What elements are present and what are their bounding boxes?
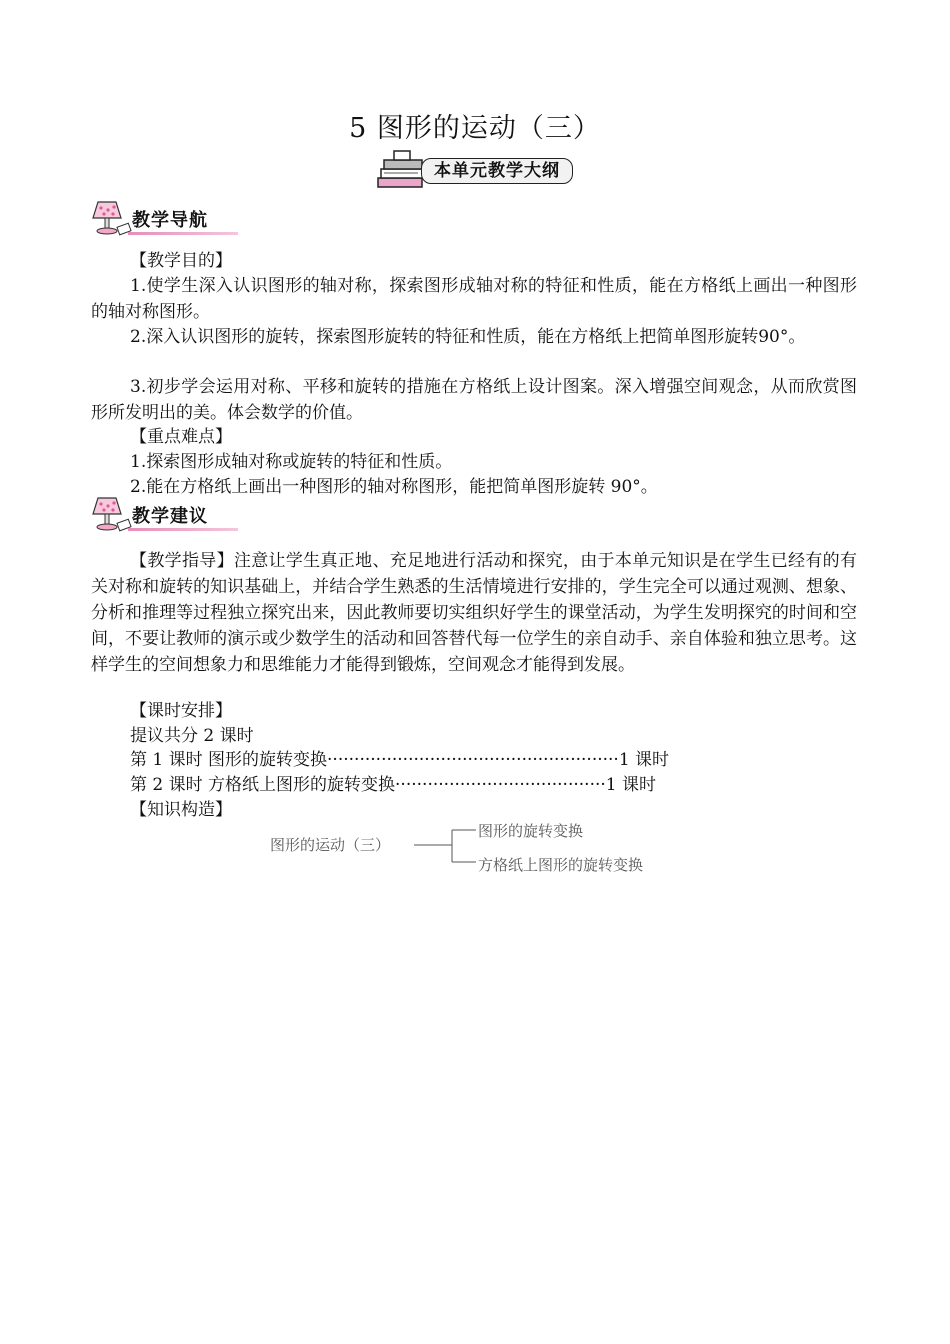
section-teaching-suggestions xyxy=(88,494,238,536)
structure-root: 图形的运动（三） xyxy=(270,836,391,854)
objective-heading: 【教学目的】 xyxy=(130,251,232,271)
lesson-item-2: 第 2 课时 方格纸上图形的旋转变换·······································1 课时 xyxy=(130,775,656,795)
unit-outline-banner xyxy=(374,148,576,192)
section-teaching-navigation xyxy=(88,198,238,240)
key-points-heading: 【重点难点】 xyxy=(130,427,232,447)
objective-item-1: 1.使学生深入认识图形的轴对称，探索图形成轴对称的特征和性质，能在方格纸上画出一种图形的轴对称图形。 xyxy=(91,276,857,322)
objective-item-3: 3.初步学会运用对称、平移和旋转的措施在方格纸上设计图案。深入增强空间观念，从而欣赏图形所发明出的美。体会数学的价值。 xyxy=(91,377,857,423)
lamp-icon xyxy=(88,198,132,240)
schedule-intro: 提议共分 2 课时 xyxy=(130,726,254,746)
section-underline xyxy=(128,528,238,531)
key-point-item-1: 1.探索图形成轴对称或旋转的特征和性质。 xyxy=(130,452,453,472)
schedule-heading: 【课时安排】 xyxy=(130,701,232,721)
teaching-guide-paragraph: 【教学指导】注意让学生真正地、充足地进行活动和探究，由于本单元知识是在学生已经有的有关对称和旋转的知识基础上，并结合学生熟悉的生活情境进行安排的，学生完全可以通过观测、想象、分析和推理等过程独立探究出来，因此教师要切实组织好学生的课堂活动，为学生发明探究的时间和空间，不要让教师的演示或少数学生的活动和回答替代每一位学生的亲自动手、亲自体验和独立思考。这样学生的空间想象力和思维能力才能得到锻炼，空间观念才能得到发展。 xyxy=(91,551,857,675)
structure-child-2: 方格纸上图形的旋转变换 xyxy=(478,856,644,874)
lesson-item-1: 第 1 课时 图形的旋转变换······················································1 课时 xyxy=(130,750,670,770)
page-title: 5 图形的运动（三） xyxy=(349,113,601,144)
section-label: 教学建议 xyxy=(132,506,208,527)
structure-bracket xyxy=(410,822,480,872)
structure-heading: 【知识构造】 xyxy=(130,800,232,820)
structure-child-1: 图形的旋转变换 xyxy=(478,822,584,840)
key-point-item-2: 2.能在方格纸上画出一种图形的轴对称图形，能把简单图形旋转 90°。 xyxy=(130,477,658,497)
lamp-icon xyxy=(88,494,132,536)
banner-label: 本单元教学大纲 xyxy=(421,158,573,184)
objective-item-2: 2.深入认识图形的旋转，探索图形旋转的特征和性质，能在方格纸上把简单图形旋转90°。 xyxy=(130,327,806,347)
section-underline xyxy=(128,232,238,235)
section-label: 教学导航 xyxy=(132,210,208,231)
